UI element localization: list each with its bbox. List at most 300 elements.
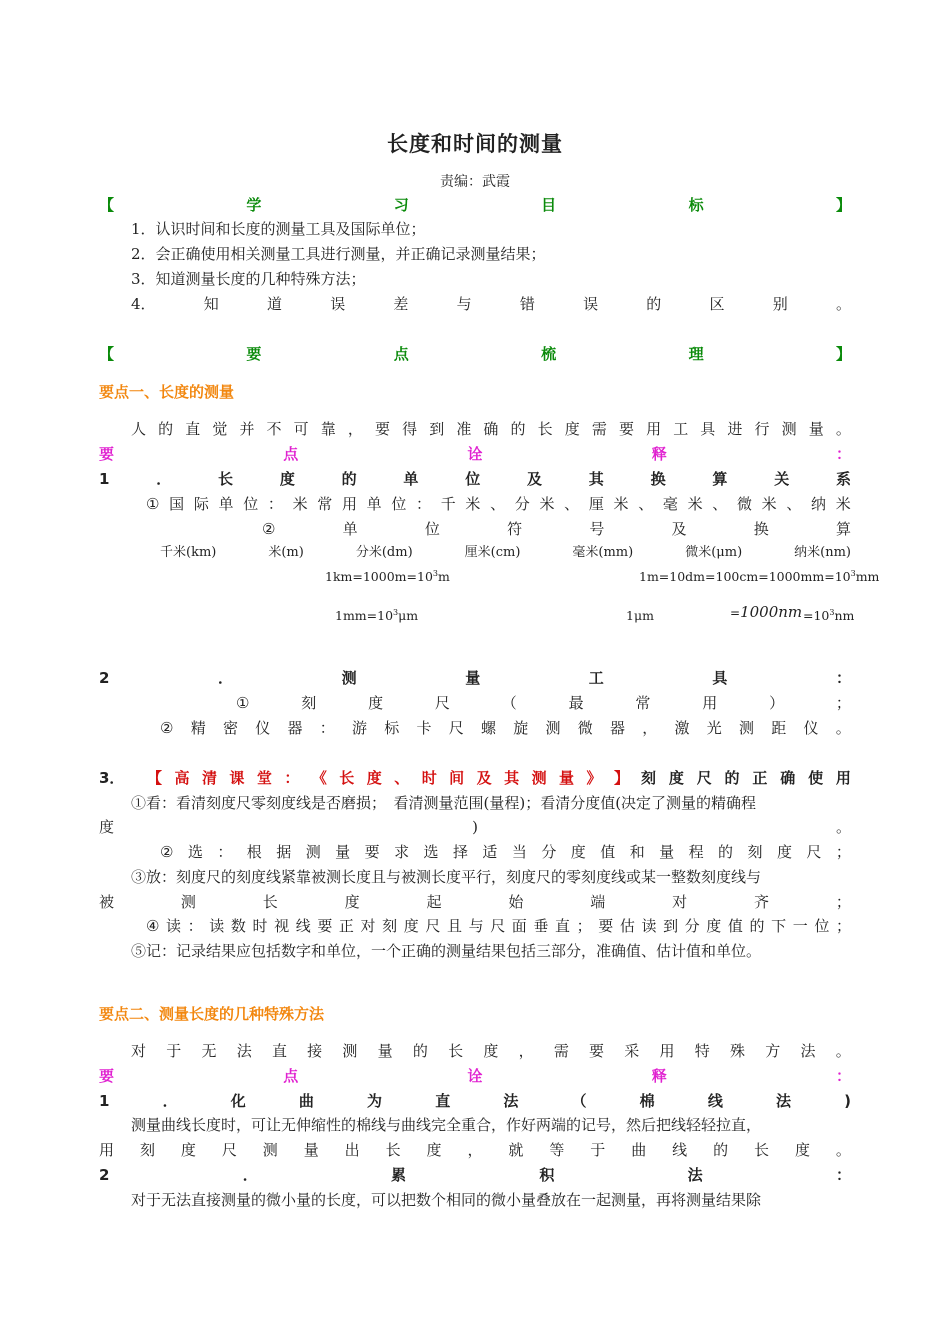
text-token: 与 bbox=[468, 917, 484, 935]
text-token: 法 bbox=[236, 1042, 252, 1060]
text-token: 误 bbox=[330, 295, 346, 313]
text-token: 刻 bbox=[747, 843, 763, 861]
text-token: 、 bbox=[490, 495, 506, 513]
text-token: 换 bbox=[753, 520, 769, 538]
text-token: 特 bbox=[694, 1042, 710, 1060]
text-token: 要 bbox=[246, 345, 262, 363]
text-token: 长 bbox=[754, 1141, 770, 1159]
method1-text-b bbox=[99, 1139, 851, 1161]
text-token: 读 bbox=[209, 917, 225, 935]
text-token: 算 bbox=[835, 520, 851, 538]
text-token: 堂 bbox=[256, 769, 272, 787]
text-token: ： bbox=[835, 1166, 851, 1184]
text-token: 直 bbox=[555, 917, 571, 935]
text-token: 2 bbox=[99, 669, 110, 687]
text-token: 端 bbox=[590, 893, 606, 911]
method1-title bbox=[99, 1090, 851, 1112]
symbols-line bbox=[262, 518, 851, 540]
text-token: 齐 bbox=[754, 893, 770, 911]
text-token: ) bbox=[472, 818, 478, 836]
text-token: 及 bbox=[527, 470, 543, 488]
text-token: ② bbox=[160, 843, 174, 861]
text-token: 量 bbox=[303, 1141, 319, 1159]
text-token: 位 bbox=[814, 917, 830, 935]
text-token: 刻 bbox=[641, 769, 657, 787]
text-token: 靠 bbox=[320, 420, 336, 438]
text-token: 释 bbox=[651, 445, 667, 463]
text-token: 择 bbox=[452, 843, 468, 861]
text-token: 求 bbox=[394, 843, 410, 861]
text-token: 。 bbox=[835, 1042, 851, 1060]
text-token: 纳米(nm) bbox=[794, 545, 851, 560]
text-token: 面 bbox=[511, 917, 527, 935]
text-token: 法 bbox=[775, 1092, 791, 1110]
text-token: 卡 bbox=[416, 719, 432, 737]
text-token: 单 bbox=[403, 470, 419, 488]
text-token: 度 bbox=[180, 1141, 196, 1159]
text-token: 目 bbox=[541, 196, 557, 214]
text-token: 工 bbox=[673, 420, 689, 438]
text-token: 微 bbox=[577, 719, 593, 737]
rule-select bbox=[160, 841, 851, 863]
text-token: ① bbox=[236, 694, 250, 712]
hd-class-link[interactable] bbox=[147, 767, 629, 789]
text-token: 度 bbox=[403, 917, 419, 935]
rule-look-a: ①看：看清刻度尺零刻度线是否磨损； 看清测量范围(量程)；看清分度值(决定了测量的精确程 bbox=[131, 794, 757, 812]
text-token: 进 bbox=[727, 420, 743, 438]
text-token: 位 bbox=[243, 495, 259, 513]
text-token: 测 bbox=[531, 769, 547, 787]
text-token: 】 bbox=[835, 196, 851, 214]
text-token: 符 bbox=[507, 520, 523, 538]
text-token: 的 bbox=[713, 1141, 729, 1159]
text-token: 具 bbox=[700, 420, 716, 438]
text-token: ； bbox=[835, 893, 851, 911]
text-token: 得 bbox=[402, 420, 418, 438]
text-token: 累 bbox=[391, 1166, 407, 1184]
text-token: ： bbox=[267, 495, 283, 513]
objective-item-2: 2．会正确使用相关测量工具进行测量，并正确记录测量结果； bbox=[131, 245, 546, 263]
text-token: 误 bbox=[583, 295, 599, 313]
units-line bbox=[146, 493, 851, 515]
text-token: 的 bbox=[510, 420, 526, 438]
text-token: ) bbox=[844, 1092, 851, 1110]
text-token: 】 bbox=[835, 345, 851, 363]
section-heading-2: 要点二、测量长度的几种特殊方法 bbox=[99, 1005, 325, 1023]
text-token: 、 bbox=[786, 495, 802, 513]
text-token: 米 bbox=[613, 495, 629, 513]
text-token: 换 bbox=[650, 470, 666, 488]
text-token: 度 bbox=[99, 818, 115, 836]
text-token: 分 bbox=[541, 843, 557, 861]
formula-nm: $=10^3nm$ bbox=[803, 607, 855, 623]
text-token: 用 bbox=[835, 769, 851, 787]
formula-mm: $1mm=10^3\mu m$ bbox=[335, 607, 419, 623]
text-token: 殊 bbox=[729, 1042, 745, 1060]
text-token: 量 bbox=[465, 669, 481, 687]
text-token: 1 bbox=[99, 1092, 110, 1110]
text-token: 仪 bbox=[803, 719, 819, 737]
text-token: 米(m) bbox=[268, 545, 304, 560]
text-token: 尺 bbox=[448, 719, 464, 737]
text-token: 于 bbox=[166, 1042, 182, 1060]
text-token: 度 bbox=[668, 769, 684, 787]
text-token: 正 bbox=[338, 917, 354, 935]
formula-m: $1m=10dm=100cm=1000mm=10^3mm$ bbox=[639, 568, 880, 584]
text-token: 【 bbox=[99, 196, 115, 214]
text-token: 工 bbox=[588, 669, 604, 687]
text-token: ： bbox=[187, 917, 203, 935]
text-token: 课 bbox=[229, 769, 245, 787]
text-token: 估 bbox=[619, 917, 635, 935]
text-token: ． bbox=[162, 1092, 178, 1110]
text-token: 差 bbox=[393, 295, 409, 313]
text-token: ： bbox=[319, 719, 335, 737]
text-token: 可 bbox=[293, 420, 309, 438]
text-token: 清 bbox=[201, 769, 217, 787]
text-token: 测 bbox=[305, 843, 321, 861]
text-token: 单 bbox=[218, 495, 234, 513]
text-token: 当 bbox=[511, 843, 527, 861]
text-token: 刻 bbox=[382, 917, 398, 935]
text-token: 梳 bbox=[541, 345, 557, 363]
text-token: 度 bbox=[483, 1042, 499, 1060]
text-token: 棉 bbox=[639, 1092, 655, 1110]
text-token: 关 bbox=[774, 470, 790, 488]
text-token: ； bbox=[835, 694, 851, 712]
text-token: 于 bbox=[590, 1141, 606, 1159]
text-token: 习 bbox=[393, 196, 409, 214]
text-token: 度 bbox=[366, 769, 382, 787]
text-token: 。 bbox=[835, 295, 851, 313]
text-token: 线 bbox=[672, 1141, 688, 1159]
text-token: 常 bbox=[635, 694, 651, 712]
point1-sub1-title bbox=[99, 468, 851, 490]
text-token: 正 bbox=[752, 769, 768, 787]
text-token: 化 bbox=[230, 1092, 246, 1110]
text-token: 对 bbox=[360, 917, 376, 935]
text-token: 度 bbox=[368, 694, 384, 712]
text-token: 用 bbox=[702, 694, 718, 712]
text-token: 释 bbox=[651, 1067, 667, 1085]
text-token: 人 bbox=[131, 420, 147, 438]
text-token: ② bbox=[262, 520, 276, 538]
text-token: 法 bbox=[503, 1092, 519, 1110]
text-token: 下 bbox=[771, 917, 787, 935]
text-token: 据 bbox=[276, 843, 292, 861]
text-token: 、 bbox=[712, 495, 728, 513]
text-token: ） bbox=[769, 694, 785, 712]
rule-read bbox=[146, 915, 851, 937]
formula-1000nm: =1000nm bbox=[730, 603, 803, 621]
text-token: 及 bbox=[476, 769, 492, 787]
text-token: 度 bbox=[776, 843, 792, 861]
text-token: 度 bbox=[344, 893, 360, 911]
text-token: 】 bbox=[613, 769, 629, 787]
text-token: 、 bbox=[394, 769, 410, 787]
text-token: 其 bbox=[588, 470, 604, 488]
text-token: 要 bbox=[364, 843, 380, 861]
text-token: ： bbox=[835, 1067, 851, 1085]
text-token: 根 bbox=[246, 843, 262, 861]
text-token: 始 bbox=[508, 893, 524, 911]
text-token: 的 bbox=[724, 769, 740, 787]
text-token: 时 bbox=[421, 769, 437, 787]
text-token: ； bbox=[576, 917, 592, 935]
text-token: 要 bbox=[374, 420, 390, 438]
text-token: 度 bbox=[426, 1141, 442, 1159]
text-token: 长 bbox=[262, 893, 278, 911]
text-token: 起 bbox=[426, 893, 442, 911]
text-token: ， bbox=[518, 1042, 534, 1060]
text-token: 常 bbox=[317, 495, 333, 513]
method2-title bbox=[99, 1164, 851, 1186]
text-token: 使 bbox=[808, 769, 824, 787]
text-token: 线 bbox=[707, 1092, 723, 1110]
text-token: 行 bbox=[754, 420, 770, 438]
text-token: 单 bbox=[342, 520, 358, 538]
text-token: 度 bbox=[564, 420, 580, 438]
text-token: 尺 bbox=[490, 917, 506, 935]
text-token: 尺 bbox=[221, 1141, 237, 1159]
text-token: 精 bbox=[190, 719, 206, 737]
text-token: 度 bbox=[279, 470, 295, 488]
text-token: 的 bbox=[646, 295, 662, 313]
text-token: 一 bbox=[792, 917, 808, 935]
text-token: 用 bbox=[99, 1141, 115, 1159]
formula-um: 1μm bbox=[626, 608, 654, 623]
text-token: 仪 bbox=[255, 719, 271, 737]
text-token: ④ bbox=[146, 917, 160, 935]
text-token: 与 bbox=[456, 295, 472, 313]
text-token: 尺 bbox=[806, 843, 822, 861]
text-token: 知 bbox=[203, 295, 219, 313]
text-token: 量 bbox=[659, 843, 675, 861]
text-token: 要 bbox=[99, 445, 115, 463]
editor-line: 责编：武霞 bbox=[440, 174, 510, 190]
text-token: 量 bbox=[559, 769, 575, 787]
text-token: 系 bbox=[835, 470, 851, 488]
text-token: 时 bbox=[252, 917, 268, 935]
text-token: 千 bbox=[440, 495, 456, 513]
text-token: 诠 bbox=[467, 1067, 483, 1085]
text-token: 长 bbox=[537, 420, 553, 438]
text-token: 测 bbox=[180, 893, 196, 911]
unit-symbols-row bbox=[160, 542, 851, 564]
text-token: 不 bbox=[266, 420, 282, 438]
text-token: 测 bbox=[341, 669, 357, 687]
formula-km: $1km=1000m=10^3m$ bbox=[325, 568, 450, 584]
text-token: 道 bbox=[266, 295, 282, 313]
text-token: 及 bbox=[671, 520, 687, 538]
text-token: ： bbox=[284, 769, 300, 787]
text-token: 【 bbox=[147, 769, 163, 787]
objective-item-3: 3．知道测量长度的几种特殊方法； bbox=[131, 270, 366, 288]
text-token: 的 bbox=[341, 470, 357, 488]
text-token: 测 bbox=[545, 719, 561, 737]
text-token: 选 bbox=[187, 843, 203, 861]
text-token: 就 bbox=[508, 1141, 524, 1159]
text-token: 单 bbox=[366, 495, 382, 513]
text-token: 方 bbox=[765, 1042, 781, 1060]
text-token: 直 bbox=[271, 1042, 287, 1060]
text-token: 确 bbox=[780, 769, 796, 787]
text-token: 具 bbox=[712, 669, 728, 687]
text-token: 要 bbox=[598, 917, 614, 935]
text-token: 接 bbox=[307, 1042, 323, 1060]
text-token: 值 bbox=[727, 917, 743, 935]
text-token: 分 bbox=[514, 495, 530, 513]
objectives-header bbox=[99, 194, 851, 216]
text-token: 选 bbox=[423, 843, 439, 861]
text-token: 觉 bbox=[212, 420, 228, 438]
text-token: 需 bbox=[553, 1042, 569, 1060]
text-token: 》 bbox=[586, 769, 602, 787]
text-token: 纳 bbox=[811, 495, 827, 513]
text-token: 2 bbox=[99, 1166, 110, 1184]
text-token: 线 bbox=[295, 917, 311, 935]
text-token: 度 bbox=[706, 917, 722, 935]
text-token: 分 bbox=[684, 917, 700, 935]
text-token: 标 bbox=[384, 719, 400, 737]
text-token: 直 bbox=[185, 420, 201, 438]
text-token: 的 bbox=[158, 420, 174, 438]
text-token: 刻 bbox=[139, 1141, 155, 1159]
text-token: ② bbox=[160, 719, 174, 737]
text-token: ， bbox=[467, 1141, 483, 1159]
text-token: ； bbox=[835, 917, 851, 935]
text-token: 值 bbox=[600, 843, 616, 861]
text-token: ． bbox=[242, 1166, 258, 1184]
text-token: 激 bbox=[674, 719, 690, 737]
text-token: 读 bbox=[166, 917, 182, 935]
method2-text-a: 对于无法直接测量的微小量的长度，可以把数个相同的微小量叠放在一起测量，再将测量结果除 bbox=[131, 1191, 762, 1209]
text-token: 的 bbox=[412, 1042, 428, 1060]
text-token: 尺 bbox=[434, 694, 450, 712]
text-token: 分米(dm) bbox=[355, 545, 413, 560]
text-token: 器 bbox=[287, 719, 303, 737]
text-token: ； bbox=[835, 843, 851, 861]
text-token: 出 bbox=[344, 1141, 360, 1159]
text-token: 螺 bbox=[480, 719, 496, 737]
text-token: ， bbox=[347, 420, 363, 438]
text-token: 对 bbox=[131, 1042, 147, 1060]
text-token: 量 bbox=[377, 1042, 393, 1060]
text-token: ． bbox=[218, 669, 234, 687]
text-token: 的 bbox=[718, 843, 734, 861]
text-token: 尺 bbox=[696, 769, 712, 787]
text-token: 厘 bbox=[588, 495, 604, 513]
text-token: 法 bbox=[687, 1166, 703, 1184]
text-token: 。 bbox=[835, 818, 851, 836]
text-token: 曲 bbox=[298, 1092, 314, 1110]
tools-line-2 bbox=[160, 717, 851, 739]
point1-explain-label bbox=[99, 443, 851, 465]
text-token: ： bbox=[217, 843, 233, 861]
text-token: 位 bbox=[465, 470, 481, 488]
text-token: 旋 bbox=[513, 719, 529, 737]
text-token: 刻 bbox=[301, 694, 317, 712]
text-token: 器 bbox=[609, 719, 625, 737]
text-token: 量 bbox=[808, 420, 824, 438]
text-token: 到 bbox=[429, 420, 445, 438]
text-token: 厘米(cm) bbox=[464, 545, 521, 560]
text-token: 。 bbox=[835, 420, 851, 438]
text-token: 程 bbox=[688, 843, 704, 861]
text-token: 要 bbox=[317, 917, 333, 935]
text-token: 对 bbox=[672, 893, 688, 911]
text-token: 米 bbox=[761, 495, 777, 513]
text-token: 直 bbox=[435, 1092, 451, 1110]
text-token: 千米(km) bbox=[160, 545, 217, 560]
text-token: 点 bbox=[283, 445, 299, 463]
text-token: 长 bbox=[448, 1042, 464, 1060]
text-token: 4． bbox=[131, 295, 156, 313]
text-token: 际 bbox=[193, 495, 209, 513]
text-token: 要 bbox=[99, 1067, 115, 1085]
text-token: 、 bbox=[564, 495, 580, 513]
text-token: 游 bbox=[351, 719, 367, 737]
text-token: 错 bbox=[519, 295, 535, 313]
text-token: 学 bbox=[246, 196, 262, 214]
text-token: 米 bbox=[539, 495, 555, 513]
text-token: 要 bbox=[589, 1042, 605, 1060]
text-token: 长 bbox=[385, 1141, 401, 1159]
text-token: 的 bbox=[749, 917, 765, 935]
text-token: 要 bbox=[618, 420, 634, 438]
text-token: 点 bbox=[393, 345, 409, 363]
text-token: 测 bbox=[342, 1042, 358, 1060]
text-token: 米 bbox=[292, 495, 308, 513]
text-token: 长 bbox=[218, 470, 234, 488]
text-token: 确 bbox=[483, 420, 499, 438]
text-token: 微 bbox=[736, 495, 752, 513]
summary-header bbox=[99, 343, 851, 365]
text-token: 数 bbox=[230, 917, 246, 935]
text-token: 位 bbox=[424, 520, 440, 538]
text-token: 并 bbox=[239, 420, 255, 438]
text-token: 点 bbox=[283, 1067, 299, 1085]
text-token: ： bbox=[835, 669, 851, 687]
text-token: 视 bbox=[274, 917, 290, 935]
text-token: 用 bbox=[659, 1042, 675, 1060]
section-heading-1: 要点一、长度的测量 bbox=[99, 383, 235, 401]
text-token: 度 bbox=[794, 1141, 810, 1159]
text-token: 【 bbox=[99, 345, 115, 363]
text-token: 等 bbox=[549, 1141, 565, 1159]
text-token: 位 bbox=[391, 495, 407, 513]
rule-look-b bbox=[99, 816, 851, 838]
text-token: 毫 bbox=[662, 495, 678, 513]
text-token: 国 bbox=[169, 495, 185, 513]
text-token: 号 bbox=[589, 520, 605, 538]
text-token: 理 bbox=[688, 345, 704, 363]
text-token: 用 bbox=[646, 420, 662, 438]
text-token: （ bbox=[571, 1092, 587, 1110]
text-token: 《 bbox=[311, 769, 327, 787]
text-token: 算 bbox=[712, 470, 728, 488]
text-token: 1 bbox=[99, 470, 110, 488]
point2-intro bbox=[131, 1040, 851, 1062]
text-token: ． bbox=[156, 470, 172, 488]
text-token: （ bbox=[501, 694, 517, 712]
text-token: 别 bbox=[772, 295, 788, 313]
text-token: 。 bbox=[835, 719, 851, 737]
text-token: 需 bbox=[591, 420, 607, 438]
text-token: 到 bbox=[663, 917, 679, 935]
text-token: 其 bbox=[504, 769, 520, 787]
text-token: 最 bbox=[568, 694, 584, 712]
